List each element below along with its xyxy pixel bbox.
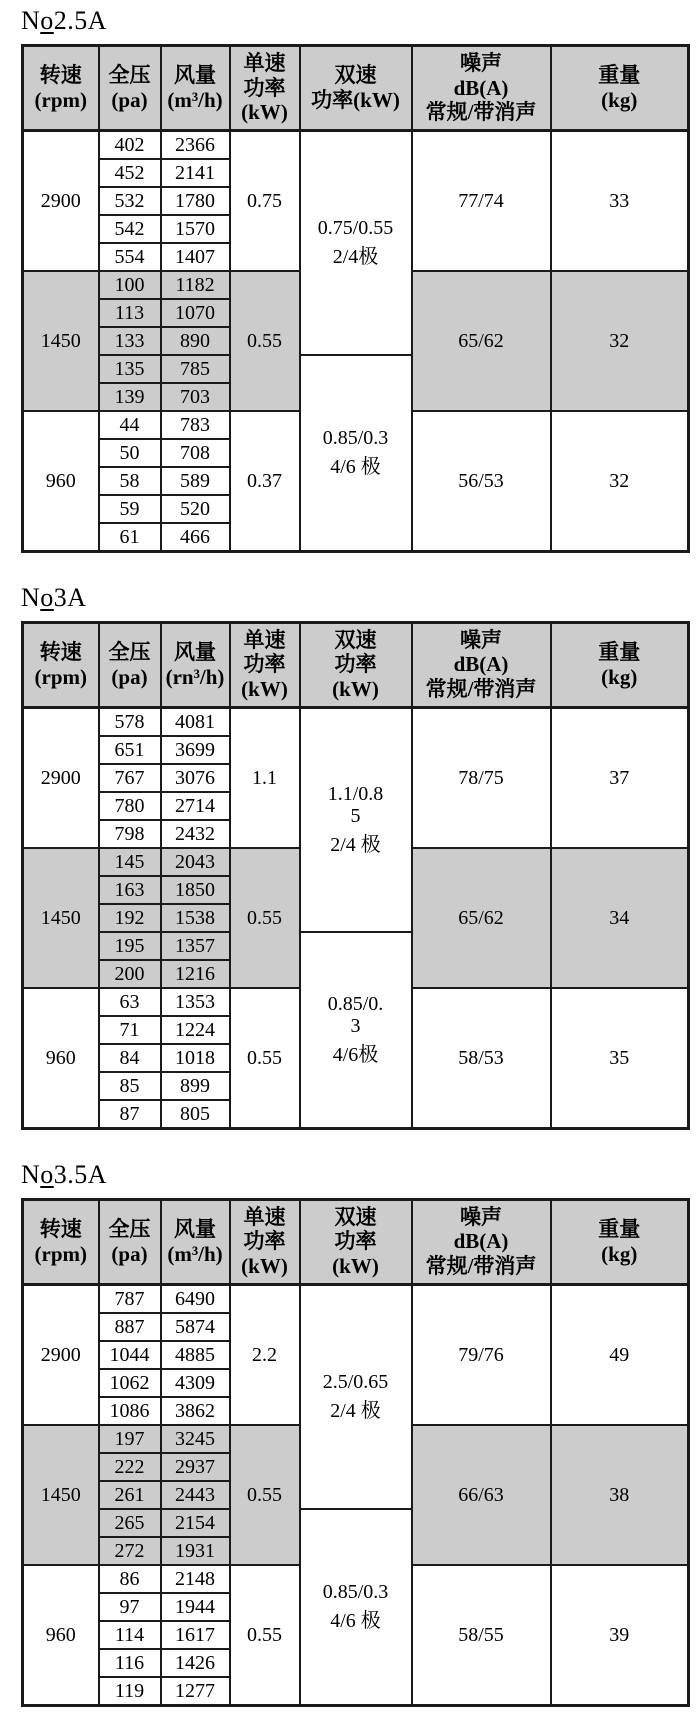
pressure-cell: 63 <box>99 988 161 1016</box>
flow-cell: 3699 <box>161 736 230 764</box>
column-header-speed <box>23 45 99 130</box>
flow-cell: 1780 <box>161 187 230 215</box>
column-header-line: dB(A) <box>453 652 509 677</box>
flow-cell: 4885 <box>161 1341 230 1369</box>
single-power-cell: 2.2 <box>230 1284 300 1425</box>
column-header-line: (kg) <box>601 1241 638 1266</box>
title-model: 3.5A <box>53 1159 108 1189</box>
pressure-cell: 119 <box>99 1677 161 1706</box>
column-header-line: 双速 <box>334 1204 377 1229</box>
pressure-cell: 100 <box>99 271 161 299</box>
pressure-cell: 452 <box>99 159 161 187</box>
pressure-cell: 554 <box>99 243 161 271</box>
flow-cell: 3076 <box>161 764 230 792</box>
column-header-line: 双速 <box>334 627 377 652</box>
flow-cell: 589 <box>161 467 230 495</box>
flow-cell: 1224 <box>161 1016 230 1044</box>
column-header-pressure <box>99 45 161 130</box>
column-header-line: (kW) <box>332 1254 379 1279</box>
flow-cell: 1407 <box>161 243 230 271</box>
pressure-cell: 61 <box>99 523 161 552</box>
column-header-weight <box>551 1199 689 1284</box>
table-title-no3a <box>21 583 688 613</box>
flow-cell: 3245 <box>161 1425 230 1453</box>
dual-power-pole-line: 4/6 极 <box>330 1610 381 1633</box>
flow-cell: 890 <box>161 327 230 355</box>
pressure-cell: 222 <box>99 1453 161 1481</box>
dual-power-cell <box>300 1509 412 1706</box>
column-header-line: (kW) <box>241 100 288 125</box>
column-header-line: 功率 <box>334 652 377 677</box>
flow-cell: 1357 <box>161 932 230 960</box>
rpm-cell: 2900 <box>23 130 99 271</box>
column-header-line: (pa) <box>111 664 148 689</box>
flow-cell: 1538 <box>161 904 230 932</box>
column-header-line: 功率 <box>243 75 286 100</box>
column-header-line: 噪声 <box>460 50 502 75</box>
pressure-cell: 1044 <box>99 1341 161 1369</box>
column-header-dual-power <box>300 1199 412 1284</box>
flow-cell: 2937 <box>161 1453 230 1481</box>
flow-cell: 1850 <box>161 876 230 904</box>
spec-table-host-no2-5a <box>21 44 688 553</box>
pressure-cell: 272 <box>99 1537 161 1565</box>
rpm-cell: 1450 <box>23 848 99 988</box>
column-header-line: 噪声 <box>460 1204 502 1229</box>
column-header-pressure <box>99 1199 161 1284</box>
dual-power-value-line: 0.85/0.3 <box>322 427 389 450</box>
single-power-cell: 0.75 <box>230 130 300 271</box>
pressure-cell: 113 <box>99 299 161 327</box>
rpm-cell: 960 <box>23 1565 99 1706</box>
column-header-line: (rpm) <box>34 664 87 689</box>
column-header-line: (m³/h) <box>167 1241 223 1266</box>
data-row <box>23 1284 689 1313</box>
flow-cell: 6490 <box>161 1284 230 1313</box>
flow-cell: 805 <box>161 1100 230 1129</box>
flow-cell: 708 <box>161 439 230 467</box>
column-header-line: (rpm) <box>34 1241 87 1266</box>
noise-cell: 58/53 <box>412 988 551 1129</box>
spec-table <box>21 44 690 553</box>
pressure-cell: 578 <box>99 707 161 736</box>
flow-cell: 1182 <box>161 271 230 299</box>
pressure-cell: 261 <box>99 1481 161 1509</box>
pressure-cell: 44 <box>99 411 161 439</box>
weight-cell: 33 <box>551 130 689 271</box>
flow-cell: 1617 <box>161 1621 230 1649</box>
pressure-cell: 133 <box>99 327 161 355</box>
column-header-line: 双速 <box>334 63 377 88</box>
pressure-cell: 97 <box>99 1593 161 1621</box>
single-power-cell: 0.37 <box>230 411 300 552</box>
pressure-cell: 145 <box>99 848 161 876</box>
flow-cell: 3862 <box>161 1397 230 1425</box>
rpm-cell: 2900 <box>23 707 99 848</box>
rpm-cell: 1450 <box>23 271 99 411</box>
single-power-cell: 0.55 <box>230 848 300 988</box>
column-header-speed <box>23 1199 99 1284</box>
column-header-line: dB(A) <box>453 1229 509 1254</box>
noise-cell: 58/55 <box>412 1565 551 1706</box>
column-header-line: 转速 <box>39 1216 82 1241</box>
pressure-cell: 787 <box>99 1284 161 1313</box>
pressure-cell: 1086 <box>99 1397 161 1425</box>
column-header-line: 单速 <box>243 1204 286 1229</box>
title-n: N <box>21 1159 41 1189</box>
column-header-noise <box>412 45 551 130</box>
flow-cell: 2154 <box>161 1509 230 1537</box>
column-header-line: 功率 <box>334 1229 377 1254</box>
single-power-cell: 0.55 <box>230 1425 300 1565</box>
noise-cell: 79/76 <box>412 1284 551 1425</box>
dual-power-value-line: 3 <box>350 1015 361 1038</box>
column-header-flow <box>161 622 230 707</box>
title-o-underlined: o <box>40 1159 54 1189</box>
column-header-line: 常规/带消声 <box>425 677 537 702</box>
flow-cell: 2043 <box>161 848 230 876</box>
column-header-line: 转速 <box>39 640 82 665</box>
pressure-cell: 163 <box>99 876 161 904</box>
weight-cell: 32 <box>551 411 689 552</box>
pressure-cell: 780 <box>99 792 161 820</box>
column-header-line: 功率(kW) <box>311 87 400 112</box>
column-header-line: (kW) <box>241 677 288 702</box>
flow-cell: 899 <box>161 1072 230 1100</box>
pressure-cell: 798 <box>99 820 161 848</box>
column-header-dual-power <box>300 45 412 130</box>
flow-cell: 703 <box>161 383 230 411</box>
noise-cell: 65/62 <box>412 848 551 988</box>
column-header-single-power <box>230 1199 300 1284</box>
noise-cell: 56/53 <box>412 411 551 552</box>
column-header-line: (kg) <box>601 664 638 689</box>
column-header-line: 噪声 <box>460 627 502 652</box>
column-header-pressure <box>99 622 161 707</box>
column-header-weight <box>551 622 689 707</box>
single-power-cell: 0.55 <box>230 271 300 411</box>
dual-power-value-line: 1.1/0.8 <box>327 783 384 806</box>
column-header-line: 单速 <box>243 627 286 652</box>
pressure-cell: 116 <box>99 1649 161 1677</box>
column-header-line: 重量 <box>598 63 641 88</box>
dual-power-pole-line: 2/4 极 <box>330 1400 381 1423</box>
column-header-speed <box>23 622 99 707</box>
noise-cell: 77/74 <box>412 130 551 271</box>
pressure-cell: 71 <box>99 1016 161 1044</box>
weight-cell: 35 <box>551 988 689 1129</box>
flow-cell: 1070 <box>161 299 230 327</box>
column-header-line: dB(A) <box>453 75 509 100</box>
title-n: N <box>21 6 41 35</box>
title-model: 2.5A <box>53 6 108 35</box>
spec-table-host-no3a <box>21 621 688 1130</box>
column-header-line: (pa) <box>111 1241 148 1266</box>
flow-cell: 2148 <box>161 1565 230 1593</box>
table-section-no2-5a <box>21 6 688 553</box>
pressure-cell: 58 <box>99 467 161 495</box>
column-header-line: (kg) <box>601 87 638 112</box>
column-header-dual-power <box>300 622 412 707</box>
flow-cell: 1277 <box>161 1677 230 1706</box>
data-row <box>23 707 689 736</box>
rpm-cell: 960 <box>23 411 99 552</box>
column-header-line: 功率 <box>243 652 286 677</box>
pressure-cell: 195 <box>99 932 161 960</box>
flow-cell: 1018 <box>161 1044 230 1072</box>
flow-cell: 2366 <box>161 130 230 159</box>
flow-cell: 520 <box>161 495 230 523</box>
column-header-weight <box>551 45 689 130</box>
table-section-no3-5a <box>21 1160 688 1707</box>
dual-power-cell <box>300 1284 412 1509</box>
dual-power-value-line: 5 <box>350 805 361 828</box>
column-header-flow <box>161 1199 230 1284</box>
pressure-cell: 265 <box>99 1509 161 1537</box>
single-power-cell: 0.55 <box>230 988 300 1129</box>
header-row <box>23 45 689 130</box>
pressure-cell: 86 <box>99 1565 161 1593</box>
column-header-single-power <box>230 45 300 130</box>
single-power-cell: 0.55 <box>230 1565 300 1706</box>
column-header-line: 全压 <box>108 640 151 665</box>
weight-cell: 38 <box>551 1425 689 1565</box>
dual-power-cell <box>300 932 412 1129</box>
column-header-line: 常规/带消声 <box>425 1254 537 1279</box>
pressure-cell: 767 <box>99 764 161 792</box>
rpm-cell: 2900 <box>23 1284 99 1425</box>
single-power-cell: 1.1 <box>230 707 300 848</box>
spec-table <box>21 621 690 1130</box>
pressure-cell: 542 <box>99 215 161 243</box>
dual-power-value-line: 2.5/0.65 <box>322 1371 389 1394</box>
column-header-line: 功率 <box>243 1229 286 1254</box>
rpm-cell: 1450 <box>23 1425 99 1565</box>
pressure-cell: 402 <box>99 130 161 159</box>
pressure-cell: 59 <box>99 495 161 523</box>
pressure-cell: 192 <box>99 904 161 932</box>
weight-cell: 49 <box>551 1284 689 1425</box>
table-title-no3-5a <box>21 1160 688 1190</box>
flow-cell: 1216 <box>161 960 230 988</box>
pressure-cell: 135 <box>99 355 161 383</box>
flow-cell: 1570 <box>161 215 230 243</box>
pressure-cell: 85 <box>99 1072 161 1100</box>
pressure-cell: 114 <box>99 1621 161 1649</box>
column-header-line: 全压 <box>108 1216 151 1241</box>
dual-power-pole-line: 4/6极 <box>332 1044 379 1067</box>
weight-cell: 37 <box>551 707 689 848</box>
column-header-noise <box>412 1199 551 1284</box>
header-row <box>23 622 689 707</box>
flow-cell: 1426 <box>161 1649 230 1677</box>
flow-cell: 1931 <box>161 1537 230 1565</box>
noise-cell: 78/75 <box>412 707 551 848</box>
flow-cell: 4309 <box>161 1369 230 1397</box>
dual-power-cell <box>300 707 412 932</box>
flow-cell: 2141 <box>161 159 230 187</box>
title-model: 3A <box>53 582 87 612</box>
spec-table <box>21 1198 690 1707</box>
dual-power-value-line: 0.85/0. <box>327 993 384 1016</box>
weight-cell: 34 <box>551 848 689 988</box>
pressure-cell: 139 <box>99 383 161 411</box>
noise-cell: 66/63 <box>412 1425 551 1565</box>
pressure-cell: 84 <box>99 1044 161 1072</box>
column-header-line: (rn³/h) <box>165 664 225 689</box>
header-row <box>23 1199 689 1284</box>
flow-cell: 2432 <box>161 820 230 848</box>
pressure-cell: 50 <box>99 439 161 467</box>
rpm-cell: 960 <box>23 988 99 1129</box>
title-n: N <box>21 582 41 612</box>
flow-cell: 2714 <box>161 792 230 820</box>
pressure-cell: 1062 <box>99 1369 161 1397</box>
pressure-cell: 887 <box>99 1313 161 1341</box>
flow-cell: 5874 <box>161 1313 230 1341</box>
column-header-line: 风量 <box>174 1216 216 1241</box>
column-header-line: (m³/h) <box>167 87 223 112</box>
column-header-flow <box>161 45 230 130</box>
table-section-no3a <box>21 583 688 1130</box>
column-header-line: 风量 <box>174 63 216 88</box>
column-header-noise <box>412 622 551 707</box>
column-header-line: 风量 <box>174 640 216 665</box>
dual-power-pole-line: 4/6 极 <box>330 456 381 479</box>
table-title-no2-5a <box>21 6 688 36</box>
dual-power-pole-line: 2/4极 <box>332 246 379 269</box>
dual-power-value-line: 0.75/0.55 <box>317 217 394 240</box>
flow-cell: 785 <box>161 355 230 383</box>
column-header-line: 重量 <box>598 1216 641 1241</box>
column-header-line: 重量 <box>598 640 641 665</box>
pressure-cell: 87 <box>99 1100 161 1129</box>
data-row <box>23 130 689 159</box>
column-header-line: (pa) <box>111 87 148 112</box>
column-header-single-power <box>230 622 300 707</box>
dual-power-value-line: 0.85/0.3 <box>322 1581 389 1604</box>
column-header-line: 全压 <box>108 63 151 88</box>
title-o-underlined: o <box>40 6 54 35</box>
dual-power-pole-line: 2/4 极 <box>330 834 381 857</box>
weight-cell: 39 <box>551 1565 689 1706</box>
pressure-cell: 197 <box>99 1425 161 1453</box>
dual-power-cell <box>300 130 412 355</box>
column-header-line: (kW) <box>241 1254 288 1279</box>
flow-cell: 783 <box>161 411 230 439</box>
flow-cell: 1944 <box>161 1593 230 1621</box>
spec-table-host-no3-5a <box>21 1198 688 1707</box>
column-header-line: (kW) <box>332 677 379 702</box>
pressure-cell: 651 <box>99 736 161 764</box>
flow-cell: 4081 <box>161 707 230 736</box>
title-o-underlined: o <box>40 582 54 612</box>
flow-cell: 1353 <box>161 988 230 1016</box>
noise-cell: 65/62 <box>412 271 551 411</box>
column-header-line: 常规/带消声 <box>425 100 537 125</box>
pressure-cell: 532 <box>99 187 161 215</box>
dual-power-cell <box>300 355 412 552</box>
column-header-line: (rpm) <box>34 87 87 112</box>
flow-cell: 2443 <box>161 1481 230 1509</box>
flow-cell: 466 <box>161 523 230 552</box>
column-header-line: 单速 <box>243 50 286 75</box>
pressure-cell: 200 <box>99 960 161 988</box>
column-header-line: 转速 <box>39 63 82 88</box>
weight-cell: 32 <box>551 271 689 411</box>
